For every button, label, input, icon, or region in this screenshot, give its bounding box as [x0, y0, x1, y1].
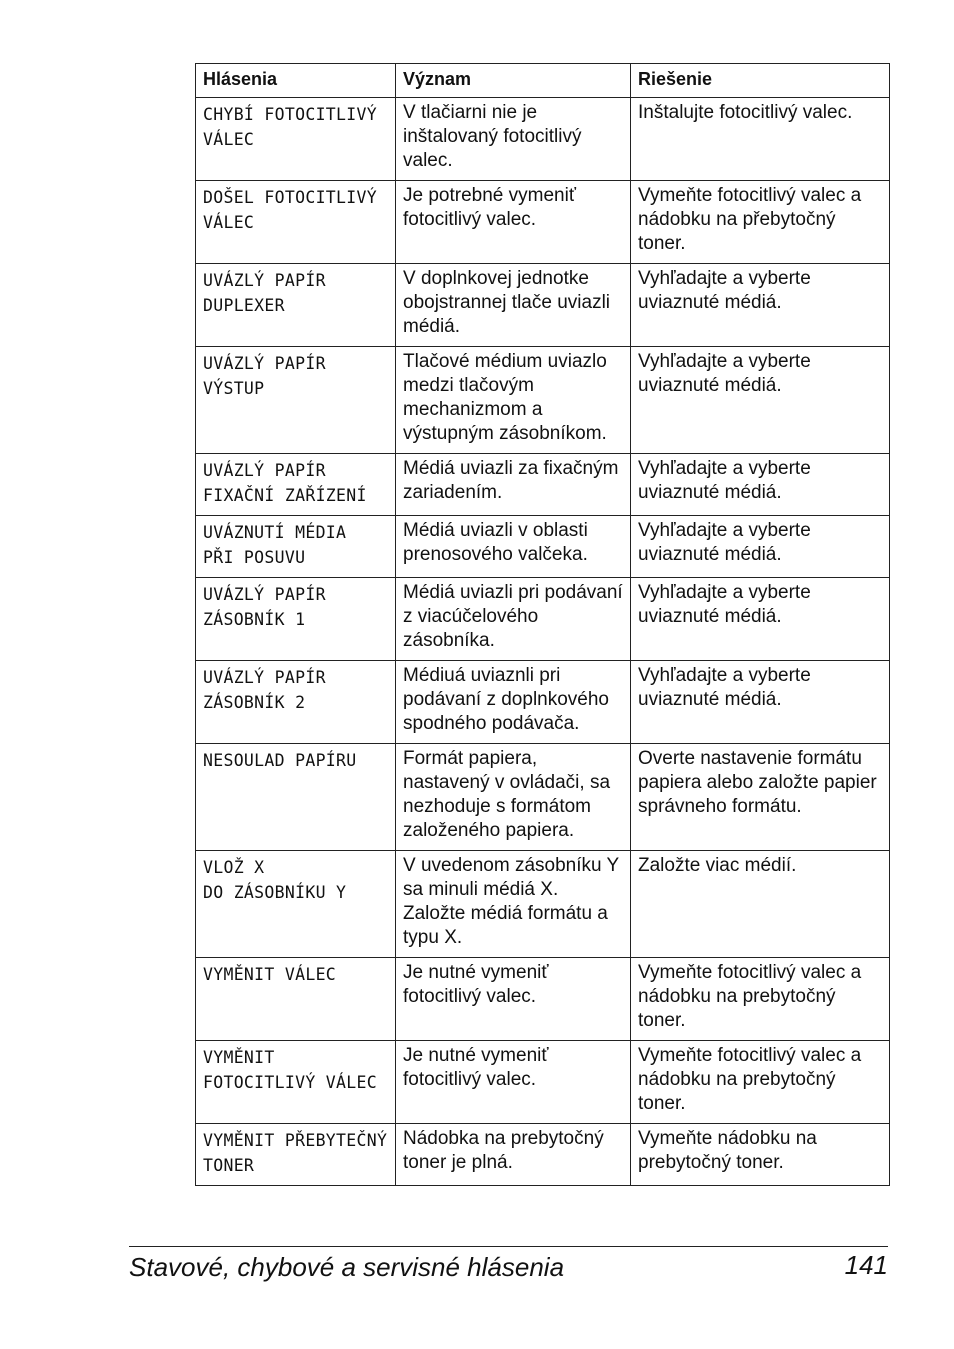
message-code: [196, 516, 396, 578]
solution-cell: Vyhľadajte a vyberte uviaznuté médiá.: [631, 578, 890, 661]
meaning-cell: Médiá uviazli za fixačným zariadením.: [396, 454, 631, 516]
message-code: [196, 98, 396, 181]
message-code: [196, 347, 396, 454]
column-header-messages: Hlásenia: [196, 64, 396, 98]
table-row: [196, 578, 890, 661]
table-row: [196, 1041, 890, 1124]
column-header-meaning: Význam: [396, 64, 631, 98]
solution-cell: Overte nastavenie formátu papiera alebo založte papier správneho formátu.: [631, 744, 890, 851]
meaning-cell: Tlačové médium uviazlo medzi tlačovým mechanizmom a výstupným zásobníkom.: [396, 347, 631, 454]
table-row: [196, 661, 890, 744]
message-code-line: ZÁSOBNÍK 1: [203, 610, 306, 629]
message-code-line: DUPLEXER: [203, 296, 285, 315]
table-row: [196, 744, 890, 851]
solution-cell: Vymeňte fotocitlivý valec a nádobku na prebytočný toner.: [631, 958, 890, 1041]
meaning-cell: Je nutné vymeniť fotocitlivý valec.: [396, 958, 631, 1041]
message-code-line: UVÁZLÝ PAPÍR: [203, 668, 326, 687]
message-code: [196, 264, 396, 347]
meaning-cell: Je nutné vymeniť fotocitlivý valec.: [396, 1041, 631, 1124]
table-row: [196, 264, 890, 347]
meaning-cell: Je potrebné vymeniť fotocitlivý valec.: [396, 181, 631, 264]
table-row: [196, 98, 890, 181]
message-code-line: TONER: [203, 1156, 255, 1175]
message-code-line: UVÁZLÝ PAPÍR: [203, 354, 326, 373]
meaning-cell: Nádobka na prebytočný toner je plná.: [396, 1124, 631, 1186]
message-code-line: ZÁSOBNÍK 2: [203, 693, 306, 712]
solution-cell: Vymeňte nádobku na prebytočný toner.: [631, 1124, 890, 1186]
message-code-line: PŘI POSUVU: [203, 548, 306, 567]
message-code-line: VÁLEC: [203, 130, 255, 149]
solution-cell: Vyhľadajte a vyberte uviaznuté médiá.: [631, 347, 890, 454]
message-code: [196, 958, 396, 1041]
solution-cell: Vyhľadajte a vyberte uviaznuté médiá.: [631, 454, 890, 516]
meaning-cell: Formát papiera, nastavený v ovládači, sa nezhoduje s formátom založeného papiera.: [396, 744, 631, 851]
solution-cell: Založte viac médií.: [631, 851, 890, 958]
solution-cell: Vyhľadajte a vyberte uviaznuté médiá.: [631, 516, 890, 578]
solution-cell: Vyhľadajte a vyberte uviaznuté médiá.: [631, 661, 890, 744]
message-code-line: CHYBÍ FOTOCITLIVÝ: [203, 105, 377, 124]
message-code-line: VYMĚNIT VÁLEC: [203, 965, 337, 984]
message-code: [196, 1124, 396, 1186]
meaning-cell: V doplnkovej jednotke obojstrannej tlače uviazli médiá.: [396, 264, 631, 347]
page-number: 141: [844, 1250, 888, 1280]
message-code-line: NESOULAD PAPÍRU: [203, 751, 357, 770]
message-code-line: FOTOCITLIVÝ VÁLEC: [203, 1073, 377, 1092]
message-code-line: UVÁZLÝ PAPÍR: [203, 585, 326, 604]
message-code: [196, 744, 396, 851]
message-code-line: VÝSTUP: [203, 379, 265, 398]
message-code-line: VÁLEC: [203, 213, 255, 232]
column-header-solution: Riešenie: [631, 64, 890, 98]
messages-table: [195, 63, 890, 1186]
table-row: [196, 347, 890, 454]
message-code: [196, 1041, 396, 1124]
message-code-line: FIXAČNÍ ZAŘÍZENÍ: [203, 486, 367, 505]
meaning-cell: V uvedenom zásobníku Y sa minuli médiá X. Založte médiá formátu a typu X.: [396, 851, 631, 958]
solution-cell: Inštalujte fotocitlivý valec.: [631, 98, 890, 181]
message-code: [196, 578, 396, 661]
meaning-cell: Médiuá uviaznli pri podávaní z doplnkového spodného podávača.: [396, 661, 631, 744]
message-code-line: VYMĚNIT PŘEBYTEČNÝ: [203, 1131, 388, 1150]
table-row: [196, 454, 890, 516]
solution-cell: Vyhľadajte a vyberte uviaznuté médiá.: [631, 264, 890, 347]
message-code-line: DO ZÁSOBNÍKU Y: [203, 883, 347, 902]
meaning-cell: Médiá uviazli v oblasti prenosového valčeka.: [396, 516, 631, 578]
message-code-line: DOŠEL FOTOCITLIVÝ: [203, 188, 377, 207]
table-row: [196, 516, 890, 578]
table-row: [196, 851, 890, 958]
table-row: [196, 181, 890, 264]
message-code: [196, 181, 396, 264]
table-row: [196, 1124, 890, 1186]
meaning-cell: Médiá uviazli pri podávaní z viacúčelového zásobníka.: [396, 578, 631, 661]
message-code-line: VLOŽ X: [203, 858, 265, 877]
footer-section-title: Stavové, chybové a servisné hlásenia: [129, 1252, 565, 1282]
meaning-cell: V tlačiarni nie je inštalovaný fotocitlivý valec.: [396, 98, 631, 181]
solution-cell: Vymeňte fotocitlivý valec a nádobku na přebytočný toner.: [631, 181, 890, 264]
message-code-line: UVÁZLÝ PAPÍR: [203, 271, 326, 290]
message-code: [196, 661, 396, 744]
table-header-row: [196, 64, 890, 98]
message-code: [196, 851, 396, 958]
message-code-line: UVÁZLÝ PAPÍR: [203, 461, 326, 480]
message-code-line: UVÁZNUTÍ MÉDIA: [203, 523, 347, 542]
solution-cell: Vymeňte fotocitlivý valec a nádobku na prebytočný toner.: [631, 1041, 890, 1124]
footer-divider: [129, 1246, 888, 1247]
message-code: [196, 454, 396, 516]
message-code-line: VYMĚNIT: [203, 1048, 275, 1067]
table-row: [196, 958, 890, 1041]
